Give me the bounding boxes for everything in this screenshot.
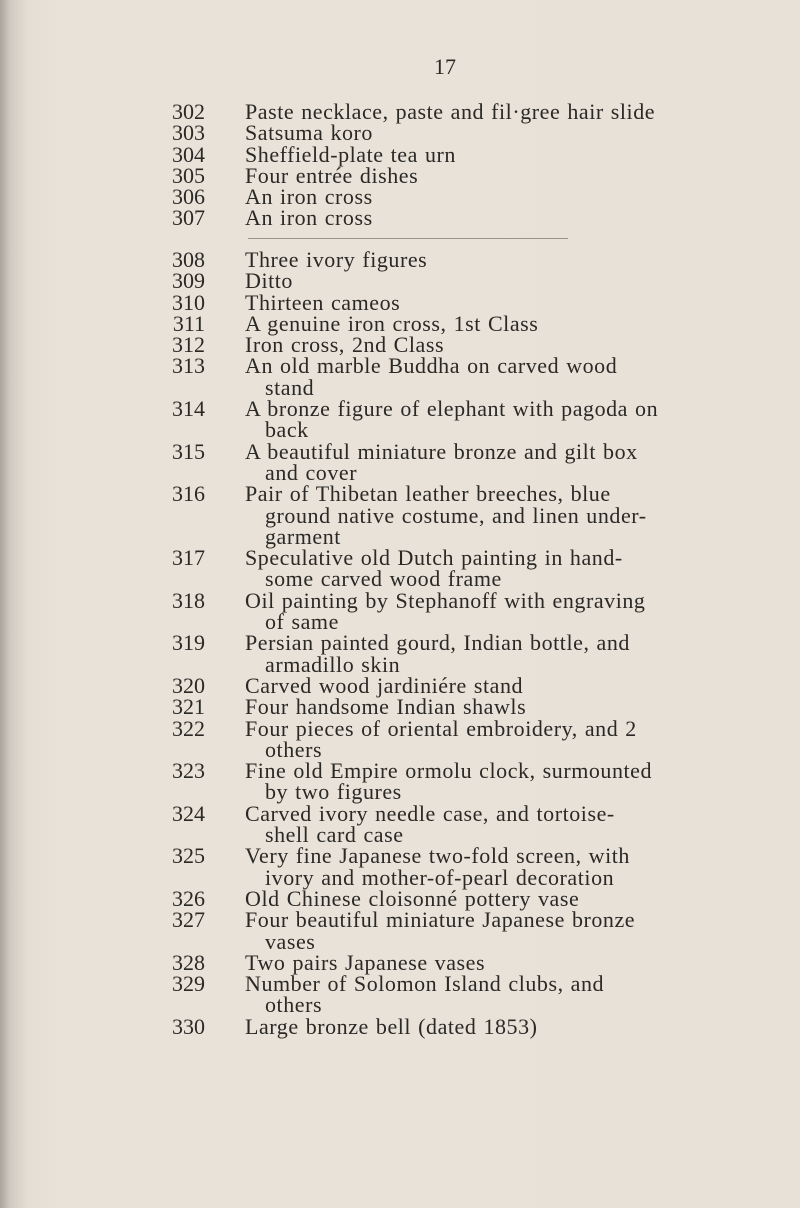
lot-description [245, 715, 775, 762]
description-continuation: vases [265, 928, 316, 954]
description-line: Four entrée dishes [245, 162, 419, 188]
lot-description [245, 973, 775, 1016]
lot-description [245, 268, 775, 294]
catalogue-entry [0, 398, 800, 441]
lot-description [245, 760, 775, 803]
description-line: Four beautiful miniature Japanese bronze [245, 907, 636, 933]
description-continuation: ground native costume, and linen under- [265, 502, 647, 528]
description-line: Old Chinese cloisonné pottery vase [245, 885, 580, 911]
lot-number: 324 [172, 800, 205, 826]
catalogue-entry [0, 310, 800, 336]
lot-description [245, 438, 775, 485]
description-line: Satsuma koro [245, 120, 373, 146]
lot-number: 321 [172, 694, 205, 720]
description-line: An iron cross [245, 205, 373, 231]
lot-description [245, 162, 775, 188]
lot-description [245, 909, 775, 952]
section-divider [248, 238, 568, 239]
lot-number: 305 [172, 162, 205, 188]
page-number: 17 [434, 54, 456, 79]
catalogue-entry [0, 973, 800, 1016]
description-line: Paste necklace, paste and fil·gree hair slide [245, 99, 656, 124]
lot-description [245, 694, 775, 720]
lot-description [245, 800, 775, 848]
lot-number: 319 [172, 630, 205, 656]
description-continuation: armadillo skin [265, 651, 401, 677]
catalogue-entry [0, 438, 800, 485]
catalogue-entry [0, 672, 800, 698]
description-line: Three ivory figures [245, 247, 428, 272]
description-line: Carved wood jardiniére stand [245, 672, 524, 698]
catalogue-entry [0, 760, 800, 803]
catalogue-entry [0, 1013, 800, 1039]
lot-description [245, 310, 775, 336]
lot-number: 320 [172, 672, 205, 698]
lot-description [245, 885, 775, 911]
catalogue-entry [0, 184, 800, 210]
description-line: Very fine Japanese two-fold screen, with [245, 843, 630, 869]
catalogue-entry [0, 332, 800, 358]
description-line: Fine old Empire ormolu clock, surmounted [245, 758, 653, 784]
catalogue-entry [0, 885, 800, 911]
description-line: Four pieces of oriental embroidery, and 2 [245, 715, 637, 741]
lot-number: 310 [172, 289, 205, 315]
description-line: A bronze figure of elephant with pagoda on [245, 396, 659, 422]
lot-number: 325 [172, 843, 205, 869]
lot-number: 326 [172, 885, 205, 911]
catalogue-entry [0, 205, 800, 231]
description-line: An iron cross [245, 184, 373, 210]
lot-description [245, 205, 775, 231]
lot-number: 327 [172, 907, 205, 933]
description-line: Sheffield-plate tea urn [245, 141, 456, 167]
lot-description [245, 632, 775, 675]
lot-description [245, 949, 775, 975]
lot-number: 304 [172, 141, 205, 167]
catalogue-entry [0, 845, 800, 888]
description-line: Iron cross, 2nd Class [245, 332, 445, 358]
lot-number: 303 [172, 120, 205, 146]
catalogue-entry [0, 101, 800, 122]
lot-number: 315 [172, 438, 205, 464]
catalogue-entry [0, 800, 800, 848]
description-line: Speculative old Dutch painting in hand- [245, 545, 623, 571]
catalogue-entry [0, 249, 800, 270]
lot-number: 308 [172, 247, 205, 272]
lot-number: 314 [172, 396, 205, 422]
lot-number: 317 [172, 545, 205, 571]
description-continuation: others [265, 736, 323, 762]
lot-number: 309 [172, 268, 205, 294]
lot-description [245, 1013, 775, 1039]
lot-description [245, 141, 775, 167]
catalogue-entry [0, 694, 800, 720]
lot-description [245, 587, 775, 635]
description-continuation: of same [265, 609, 339, 635]
lot-number: 328 [172, 949, 205, 975]
lot-description [245, 398, 775, 441]
catalogue-entry [0, 587, 800, 635]
lot-number: 330 [172, 1013, 205, 1039]
lot-description [245, 483, 775, 547]
catalogue-entry [0, 162, 800, 188]
catalogue-entry [0, 632, 800, 675]
description-line: Two pairs Japanese vases [245, 949, 486, 975]
description-continuation: ivory and mother-of-pearl decoration [265, 864, 615, 890]
lot-description [245, 289, 775, 315]
lot-number: 322 [172, 715, 205, 741]
description-line: Oil painting by Stephanoff with engraving [245, 587, 646, 613]
description-line: An old marble Buddha on carved wood [245, 353, 618, 379]
description-line: Four handsome Indian shawls [245, 694, 527, 720]
catalogue-entry [0, 715, 800, 762]
description-continuation: others [265, 992, 323, 1018]
catalogue-entry [0, 141, 800, 167]
lot-description [245, 672, 775, 698]
description-line: Number of Solomon Island clubs, and [245, 971, 605, 997]
lot-description [245, 547, 775, 590]
lot-number: 311 [172, 310, 205, 336]
lot-description [245, 249, 775, 270]
lot-description [245, 845, 775, 888]
lot-number: 318 [172, 587, 205, 613]
description-continuation: some carved wood frame [265, 566, 502, 592]
description-line: Pair of Thibetan leather breeches, blue [245, 481, 611, 507]
catalogue-entry [0, 547, 800, 590]
description-continuation: garment [265, 523, 341, 549]
catalogue-entry [0, 120, 800, 146]
description-continuation: and cover [265, 459, 358, 485]
lot-number: 312 [172, 332, 205, 358]
description-continuation: stand [265, 374, 315, 400]
catalogue-entry [0, 949, 800, 975]
lot-number: 316 [172, 481, 205, 507]
description-continuation: by two figures [265, 779, 402, 805]
catalogue-entry [0, 483, 800, 547]
description-line: Carved ivory needle case, and tortoise- [245, 800, 615, 826]
description-continuation: back [265, 417, 309, 443]
description-continuation: shell card case [265, 822, 404, 848]
lot-number: 307 [172, 205, 205, 231]
lot-number: 329 [172, 971, 205, 997]
lot-number: 313 [172, 353, 205, 379]
catalogue-entry [0, 268, 800, 294]
lot-description [245, 120, 775, 146]
description-line: Ditto [245, 268, 293, 294]
lot-description [245, 184, 775, 210]
lot-number: 323 [172, 758, 205, 784]
description-line: A beautiful miniature bronze and gilt box [245, 438, 638, 464]
catalogue-section-2 [0, 249, 800, 1037]
lot-description [245, 355, 775, 398]
lot-number: 306 [172, 184, 205, 210]
description-line: Large bronze bell (dated 1853) [245, 1013, 538, 1039]
description-line: A genuine iron cross, 1st Class [245, 310, 539, 336]
lot-description [245, 101, 775, 122]
catalogue-section-1 [0, 101, 800, 229]
lot-number: 302 [172, 99, 205, 124]
catalogue-entry [0, 355, 800, 398]
catalogue-entry [0, 289, 800, 315]
lot-description [245, 332, 775, 358]
catalogue-entry [0, 909, 800, 952]
description-line: Thirteen cameos [245, 289, 401, 315]
description-line: Persian painted gourd, Indian bottle, and [245, 630, 630, 656]
